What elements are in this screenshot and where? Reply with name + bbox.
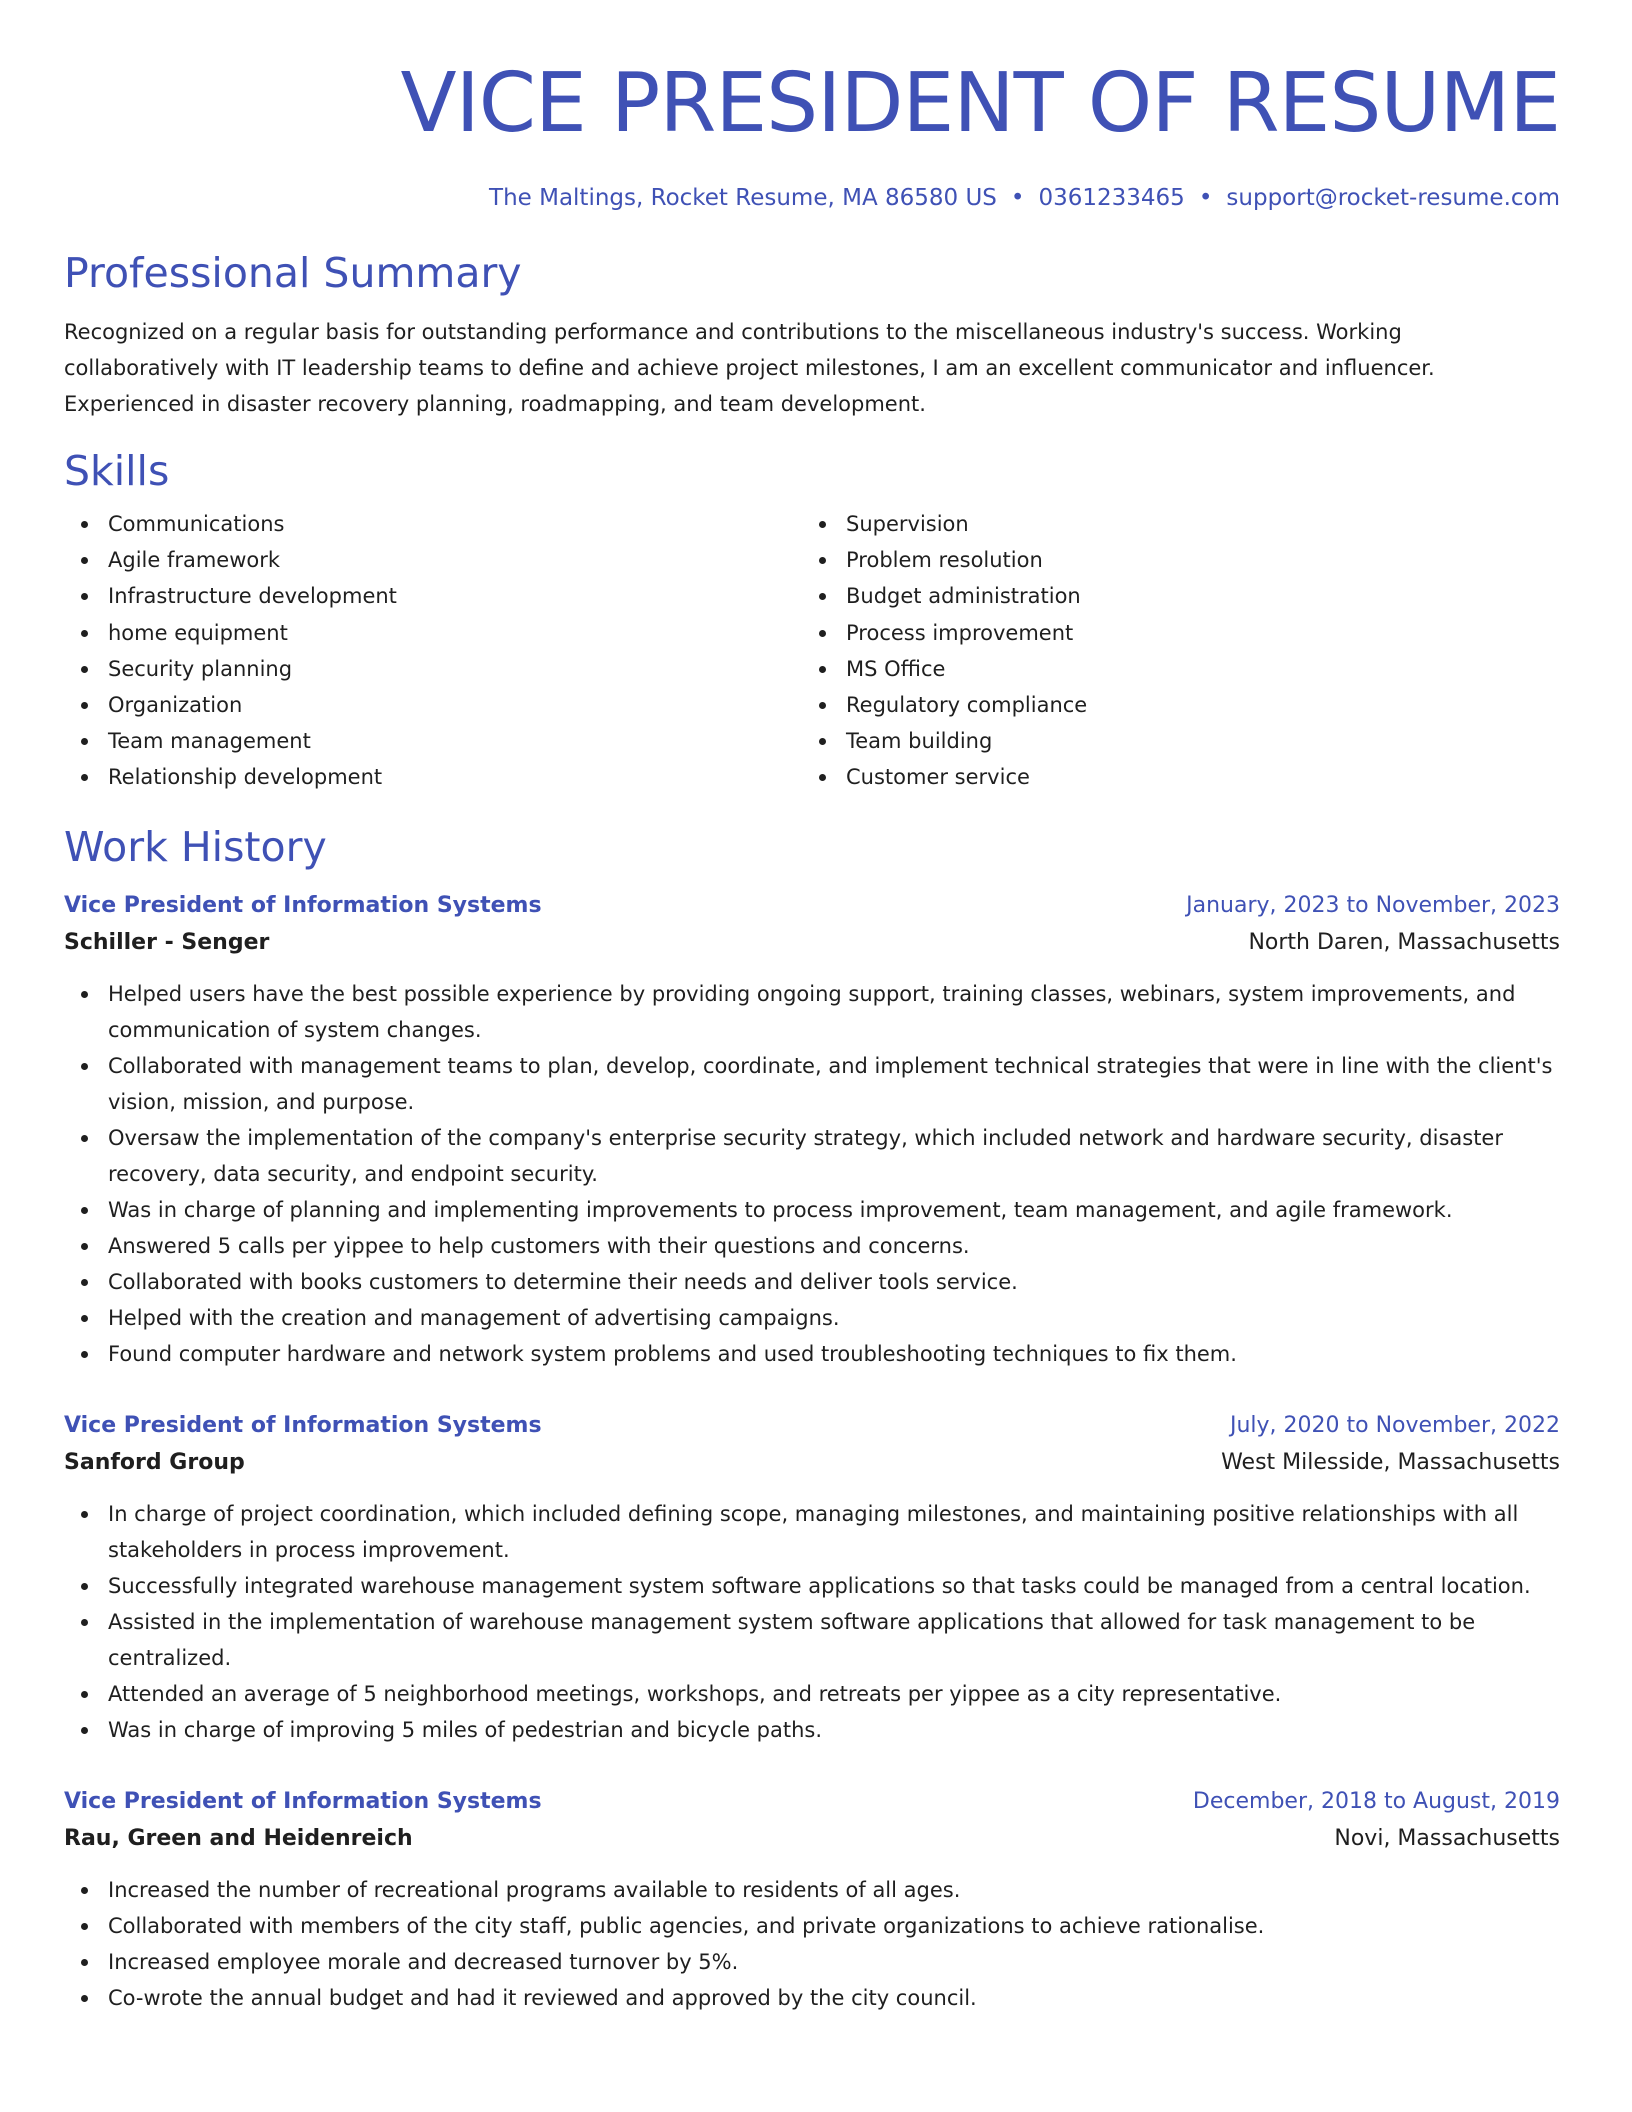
job-bullets	[64, 1872, 1560, 2016]
contact-address: The Maltings, Rocket Resume, MA 86580 US	[489, 185, 997, 211]
resume-page	[64, 0, 1560, 2016]
job-bullet: Found computer hardware and network system problems and used troubleshooting techniques to fix them.	[64, 1336, 1560, 1372]
skill-item: Communications	[64, 506, 802, 542]
contact-separator: •	[1010, 185, 1025, 211]
job-title-row	[64, 1408, 1560, 1444]
work-history-section	[64, 822, 1560, 2016]
skills-list-right	[802, 506, 1540, 796]
job-entry	[64, 1784, 1560, 2016]
job-bullet: Oversaw the implementation of the company's enterprise security strategy, which included network and hardware security, disaster recovery, data security, and endpoint security.	[64, 1120, 1560, 1192]
contact-phone: 0361233465	[1038, 185, 1185, 211]
job-bullet: Answered 5 calls per yippee to help customers with their questions and concerns.	[64, 1228, 1560, 1264]
skill-item: Infrastructure development	[64, 578, 802, 614]
job-company-row	[64, 1820, 1560, 1858]
job-company-row	[64, 924, 1560, 962]
contact-email: support@rocket-resume.com	[1226, 185, 1560, 211]
skill-item: Agile framework	[64, 542, 802, 578]
skill-item: Supervision	[802, 506, 1540, 542]
job-bullet: Increased the number of recreational programs available to residents of all ages.	[64, 1872, 1560, 1908]
job-location: North Daren, Massachusetts	[1248, 929, 1560, 955]
skill-item: Relationship development	[64, 759, 802, 795]
skill-item: Organization	[64, 687, 802, 723]
job-bullet: Collaborated with management teams to plan, develop, coordinate, and implement technical strategies that were in line with the client's vision, mission, and purpose.	[64, 1048, 1560, 1120]
job-company: Schiller - Senger	[64, 929, 270, 955]
job-bullet: Successfully integrated warehouse management system software applications so that tasks could be managed from a central location.	[64, 1568, 1560, 1604]
work-history-heading: Work History	[64, 822, 327, 871]
skills-list-left	[64, 506, 802, 796]
job-title: Vice President of Information Systems	[64, 1412, 542, 1438]
summary-section	[64, 248, 1560, 422]
job-dates: December, 2018 to August, 2019	[1192, 1788, 1560, 1814]
job-title: Vice President of Information Systems	[64, 1788, 542, 1814]
summary-text: Recognized on a regular basis for outstanding performance and contributions to the miscellaneous industry's success. Working collaboratively with IT leadership teams to define and achieve project milestones, I am an excellent communicator and influencer. Experienced in disaster recovery planning, roadmapping, and team development.	[64, 320, 1435, 416]
skill-item: Process improvement	[802, 615, 1540, 651]
skills-heading: Skills	[64, 447, 170, 495]
job-entry	[64, 888, 1560, 1372]
job-bullet: In charge of project coordination, which included defining scope, managing milestones, and maintaining positive relationships with all stakeholders in process improvement.	[64, 1496, 1560, 1568]
skill-item: Budget administration	[802, 578, 1540, 614]
skill-item: Regulatory compliance	[802, 687, 1540, 723]
skill-item: Security planning	[64, 651, 802, 687]
job-title-row	[64, 888, 1560, 924]
skill-item: MS Office	[802, 651, 1540, 687]
job-location: West Milesside, Massachusetts	[1221, 1449, 1560, 1475]
job-company: Rau, Green and Heidenreich	[64, 1825, 413, 1851]
job-location: Novi, Massachusetts	[1334, 1825, 1560, 1851]
contact-line	[64, 182, 1560, 214]
job-bullets	[64, 1496, 1560, 1748]
job-company: Sanford Group	[64, 1449, 245, 1475]
job-title: Vice President of Information Systems	[64, 892, 542, 918]
skills-section	[64, 446, 1560, 796]
job-bullet: Helped with the creation and management of advertising campaigns.	[64, 1300, 1560, 1336]
job-bullet: Helped users have the best possible experience by providing ongoing support, training classes, webinars, system improvements, and communication of system changes.	[64, 976, 1560, 1048]
skill-item: Problem resolution	[802, 542, 1540, 578]
job-dates: July, 2020 to November, 2022	[1229, 1412, 1560, 1438]
skill-item: Team management	[64, 723, 802, 759]
job-bullet: Attended an average of 5 neighborhood meetings, workshops, and retreats per yippee as a city representative.	[64, 1676, 1560, 1712]
contact-separator: •	[1198, 185, 1213, 211]
job-bullet: Assisted in the implementation of warehouse management system software applications that allowed for task management to be centralized.	[64, 1604, 1560, 1676]
skill-item: home equipment	[64, 615, 802, 651]
skills-columns	[64, 506, 1560, 796]
job-company-row	[64, 1444, 1560, 1482]
skill-item: Team building	[802, 723, 1540, 759]
job-bullets	[64, 976, 1560, 1372]
job-dates: January, 2023 to November, 2023	[1186, 892, 1560, 918]
job-bullet: Co-wrote the annual budget and had it reviewed and approved by the city council.	[64, 1980, 1560, 2016]
job-bullet: Collaborated with books customers to determine their needs and deliver tools service.	[64, 1264, 1560, 1300]
skill-item: Customer service	[802, 759, 1540, 795]
job-bullet: Increased employee morale and decreased turnover by 5%.	[64, 1944, 1560, 1980]
summary-heading: Professional Summary	[64, 249, 522, 297]
resume-name: VICE PRESIDENT OF RESUME	[400, 56, 1560, 151]
job-title-row	[64, 1784, 1560, 1820]
job-bullet: Was in charge of planning and implementing improvements to process improvement, team management, and agile framework.	[64, 1192, 1560, 1228]
job-bullet: Was in charge of improving 5 miles of pedestrian and bicycle paths.	[64, 1712, 1560, 1748]
job-entry	[64, 1408, 1560, 1748]
resume-header	[64, 0, 1560, 214]
job-bullet: Collaborated with members of the city staff, public agencies, and private organizations to achieve rationalise.	[64, 1908, 1560, 1944]
